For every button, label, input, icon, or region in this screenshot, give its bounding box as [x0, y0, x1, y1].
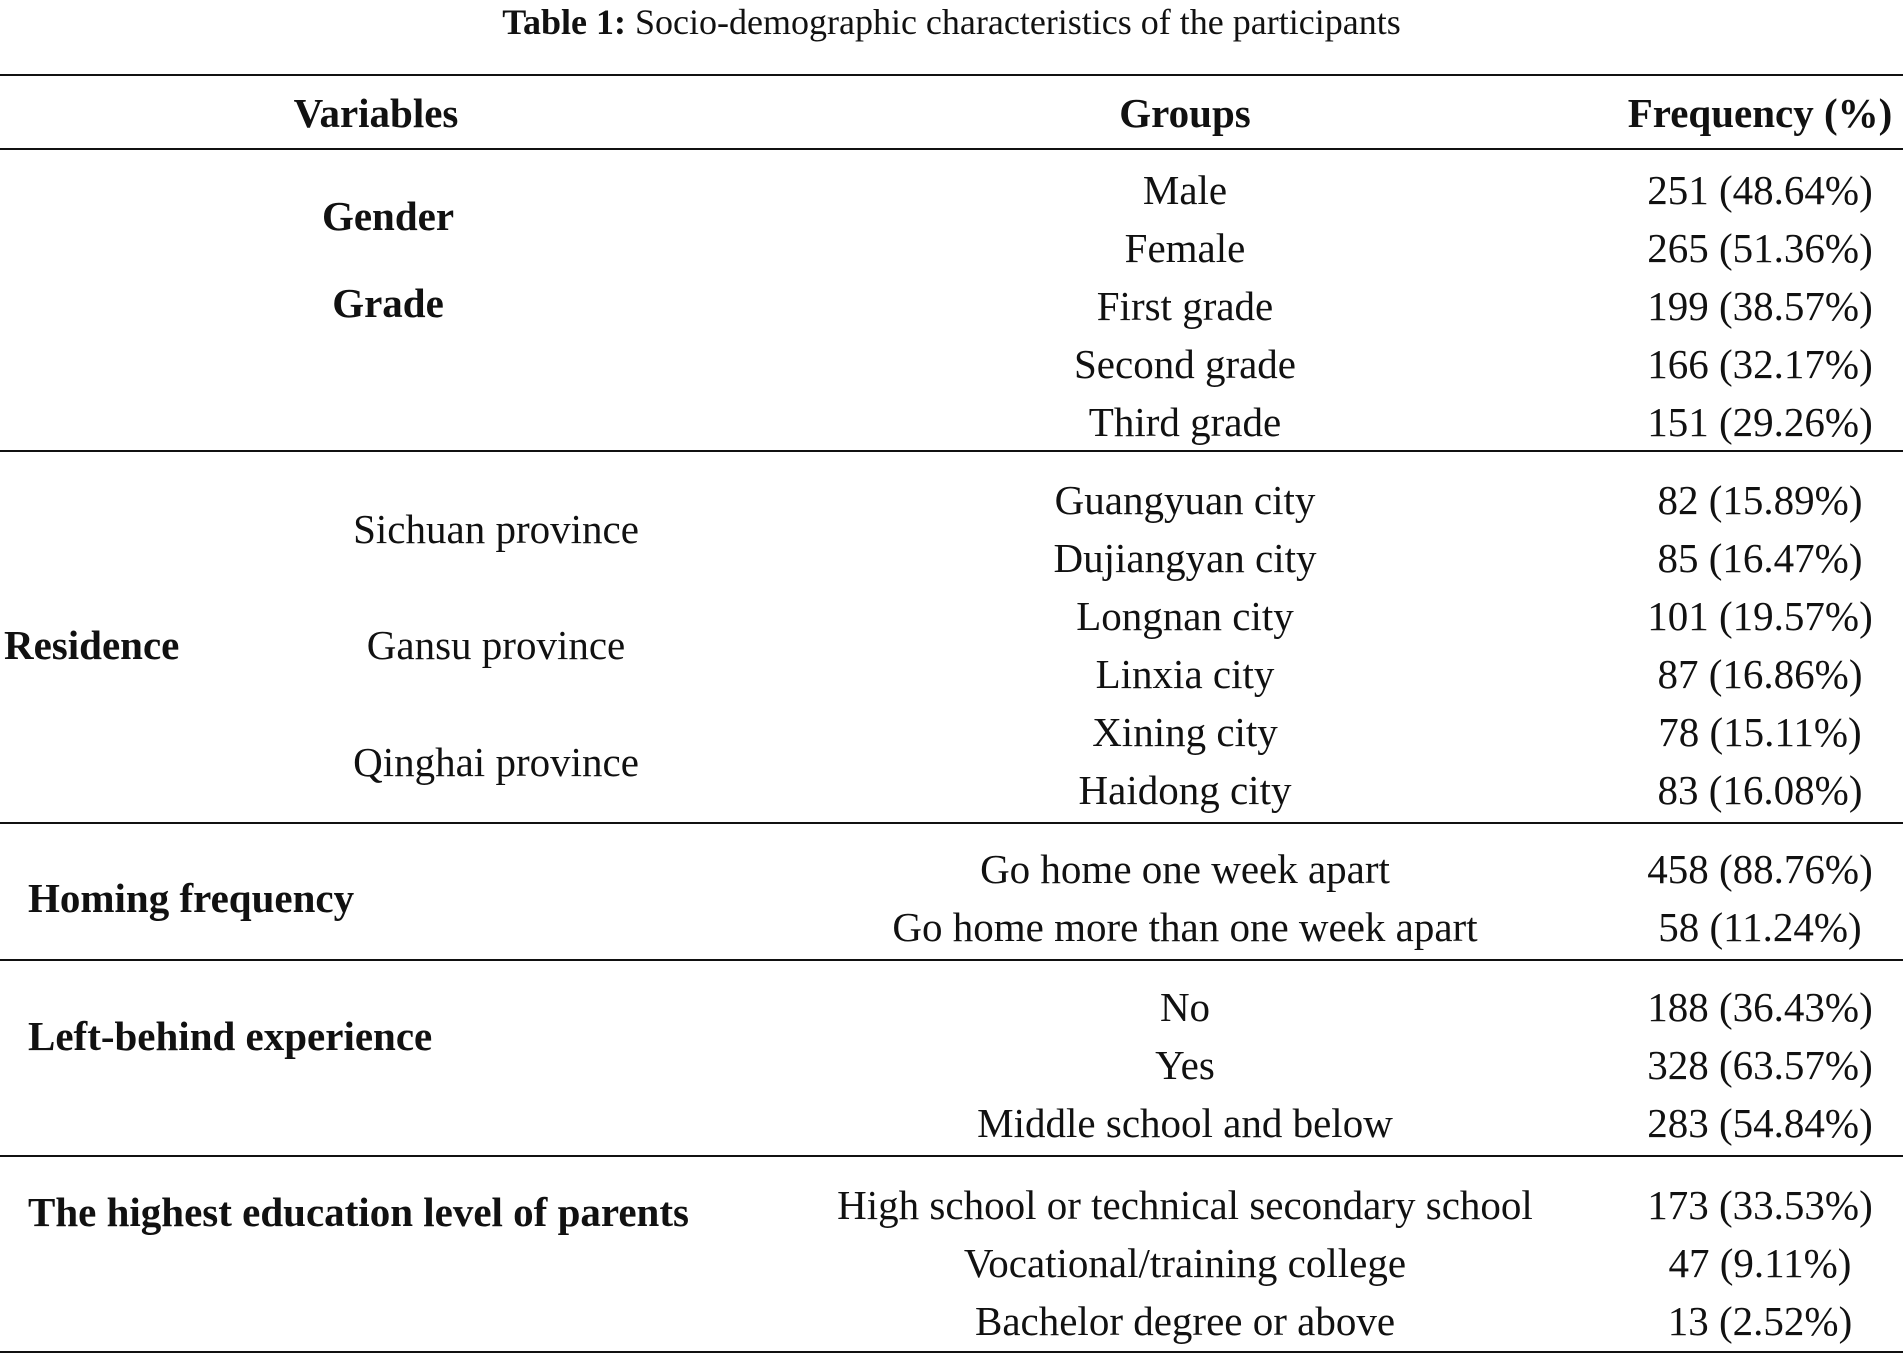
group-cell: Middle school and below	[977, 1100, 1393, 1146]
frequency-cell: 47 (9.11%)	[1668, 1240, 1852, 1286]
header-groups: Groups	[1119, 90, 1251, 136]
group-cell: Bachelor degree or above	[974, 1298, 1396, 1344]
group-cell: Yes	[1155, 1042, 1215, 1088]
frequency-cell: 87 (16.86%)	[1657, 651, 1863, 697]
section-rule-homing	[0, 822, 1903, 824]
group-cell: Linxia city	[1095, 651, 1275, 697]
frequency-cell: 328 (63.57%)	[1647, 1042, 1873, 1088]
group-cell: High school or technical secondary school	[837, 1182, 1533, 1228]
table-caption-text: Socio-demographic characteristics of the participants	[635, 2, 1401, 42]
province-qinghai: Qinghai province	[353, 739, 639, 785]
variable-homing-frequency: Homing frequency	[28, 875, 355, 921]
group-cell: Go home one week apart	[980, 846, 1390, 892]
section-rule-left-behind	[0, 959, 1903, 961]
group-cell: First grade	[1096, 283, 1274, 329]
group-cell: No	[1159, 984, 1211, 1030]
header-rule	[0, 148, 1903, 150]
group-cell: Guangyuan city	[1054, 477, 1316, 523]
header-frequency: Frequency (%)	[1627, 90, 1893, 136]
group-cell: Longnan city	[1076, 593, 1294, 639]
table-caption	[0, 4, 1903, 40]
top-rule	[0, 74, 1903, 76]
frequency-cell: 166 (32.17%)	[1647, 341, 1873, 387]
table-caption-label: Table 1:	[502, 2, 626, 42]
province-sichuan: Sichuan province	[353, 506, 639, 552]
variable-residence: Residence	[4, 622, 180, 668]
group-cell: Xining city	[1092, 709, 1278, 755]
group-cell: Male	[1142, 167, 1228, 213]
province-gansu: Gansu province	[366, 622, 626, 668]
frequency-cell: 85 (16.47%)	[1657, 535, 1863, 581]
frequency-cell: 283 (54.84%)	[1647, 1100, 1873, 1146]
frequency-cell: 101 (19.57%)	[1647, 593, 1873, 639]
group-cell: Haidong city	[1078, 767, 1292, 813]
frequency-cell: 58 (11.24%)	[1658, 904, 1862, 950]
frequency-cell: 78 (15.11%)	[1658, 709, 1862, 755]
group-cell: Second grade	[1074, 341, 1296, 387]
frequency-cell: 83 (16.08%)	[1657, 767, 1863, 813]
frequency-cell: 151 (29.26%)	[1647, 399, 1873, 445]
frequency-cell: 265 (51.36%)	[1647, 225, 1873, 271]
group-cell: Go home more than one week apart	[892, 904, 1478, 950]
group-cell: Vocational/training college	[963, 1240, 1407, 1286]
frequency-cell: 82 (15.89%)	[1657, 477, 1863, 523]
group-cell: Female	[1124, 225, 1246, 271]
section-rule-education	[0, 1155, 1903, 1157]
variable-highest-education: The highest education level of parents	[28, 1189, 689, 1235]
section-rule-residence	[0, 450, 1903, 452]
header-variables: Variables	[293, 90, 459, 136]
group-cell: Dujiangyan city	[1053, 535, 1317, 581]
variable-grade: Grade	[332, 280, 444, 326]
frequency-cell: 458 (88.76%)	[1647, 846, 1873, 892]
variable-gender: Gender	[321, 193, 455, 239]
frequency-cell: 251 (48.64%)	[1647, 167, 1873, 213]
frequency-cell: 13 (2.52%)	[1667, 1298, 1853, 1344]
frequency-cell: 188 (36.43%)	[1647, 984, 1873, 1030]
frequency-cell: 173 (33.53%)	[1647, 1182, 1873, 1228]
group-cell: Third grade	[1088, 399, 1282, 445]
bottom-rule	[0, 1351, 1903, 1353]
variable-left-behind-experience: Left-behind experience	[28, 1013, 433, 1059]
frequency-cell: 199 (38.57%)	[1647, 283, 1873, 329]
